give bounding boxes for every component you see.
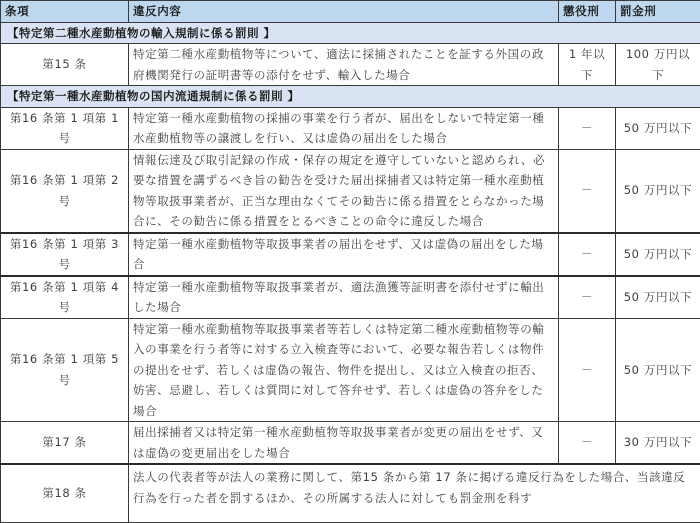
imprisonment-cell: － — [559, 107, 616, 149]
header-violation: 違反内容 — [129, 1, 559, 23]
fine-cell: 50 万円以下 — [616, 318, 700, 422]
article-cell: 第16 条第 1 項第 1 号 — [1, 107, 129, 149]
violation-cell: 情報伝達及び取引記録の作成・保存の規定を遵守していないと認められ、必要な措置を講ずるべき旨の勧告を受けた届出採捕者又は特定第一種水産動植物等取扱事業者が、正当な理由なくてその勧告に係る措置をとらなかった場合に、その勧告に係る措置をとるべきことの命令に違反した場合 — [129, 149, 559, 233]
fine-cell: 50 万円以下 — [616, 233, 700, 276]
header-fine: 罰金刑 — [616, 1, 700, 23]
fine-cell: 50 万円以下 — [616, 149, 700, 233]
imprisonment-cell: － — [559, 233, 616, 276]
article-cell: 第17 条 — [1, 422, 129, 465]
fine-cell: 100 万円以下 — [616, 44, 700, 86]
violation-cell: 特定第一種水産動植物等取扱事業者等若しくは特定第二種水産動植物等の輸入の事業を行う者等に対する立入検査等において、必要な報告若しくは物件の提出をせず、若しくは虚偽の報告、物件を提出し、又は立入検査の拒否、妨害、忌避し、若しくは質問に対して答弁せず、若しくは虚偽の答弁をした場合 — [129, 318, 559, 422]
section-title: 【特定第一種水産動植物の国内流通規制に係る罰則 】 — [1, 86, 700, 108]
article-cell: 第15 条 — [1, 44, 129, 86]
violation-cell: 届出採捕者又は特定第一種水産動植物等取扱事業者が変更の届出をせず、又は虚偽の変更届出をした場合 — [129, 422, 559, 465]
section-heading-domestic — [1, 86, 700, 108]
article-cell: 第16 条第 1 項第 4 号 — [1, 276, 129, 319]
table-row — [1, 44, 700, 86]
table-row — [1, 422, 700, 465]
table-row — [1, 107, 700, 149]
table-row — [1, 149, 700, 233]
header-imprisonment: 懲役刑 — [559, 1, 616, 23]
fine-cell: 50 万円以下 — [616, 276, 700, 319]
imprisonment-cell: － — [559, 149, 616, 233]
fine-cell: 50 万円以下 — [616, 107, 700, 149]
section-heading-import — [1, 22, 700, 44]
imprisonment-cell: － — [559, 276, 616, 319]
article-cell: 第16 条第 1 項第 5 号 — [1, 318, 129, 422]
article-cell: 第16 条第 1 項第 3 号 — [1, 233, 129, 276]
table-row — [1, 276, 700, 319]
fine-cell: 30 万円以下 — [616, 422, 700, 465]
imprisonment-cell: 1 年以下 — [559, 44, 616, 86]
violation-cell: 特定第一種水産動植物等取扱事業者が、適法漁獲等証明書を添付せずに輸出した場合 — [129, 276, 559, 319]
imprisonment-cell: － — [559, 422, 616, 465]
violation-cell: 特定第一種水産動植物等取扱事業者の届出をせず、又は虚偽の届出をした場合 — [129, 233, 559, 276]
table-row — [1, 464, 700, 522]
section-title: 【特定第二種水産動植物の輸入規制に係る罰則 】 — [1, 22, 700, 44]
header-row — [1, 1, 700, 23]
violation-cell: 特定第二種水産動植物等について、適法に採捕されたことを証する外国の政府機関発行の証明書等の添付をせず、輸入した場合 — [129, 44, 559, 86]
header-article: 条項 — [1, 1, 129, 23]
violation-cell: 特定第一種水産動植物の採捕の事業を行う者が、届出をしないで特定第一種水産動植物等の譲渡しを行い、又は虚偽の届出をした場合 — [129, 107, 559, 149]
violation-cell: 法人の代表者等が法人の業務に関して、第15 条から第 17 条に掲げる違反行為をした場合、当該違反行為を行った者を罰するほか、その所属する法人に対しても罰金刑を科す — [129, 464, 700, 522]
table-row — [1, 233, 700, 276]
article-cell: 第18 条 — [1, 464, 129, 522]
imprisonment-cell: － — [559, 318, 616, 422]
table-row — [1, 318, 700, 422]
article-cell: 第16 条第 1 項第 2 号 — [1, 149, 129, 233]
